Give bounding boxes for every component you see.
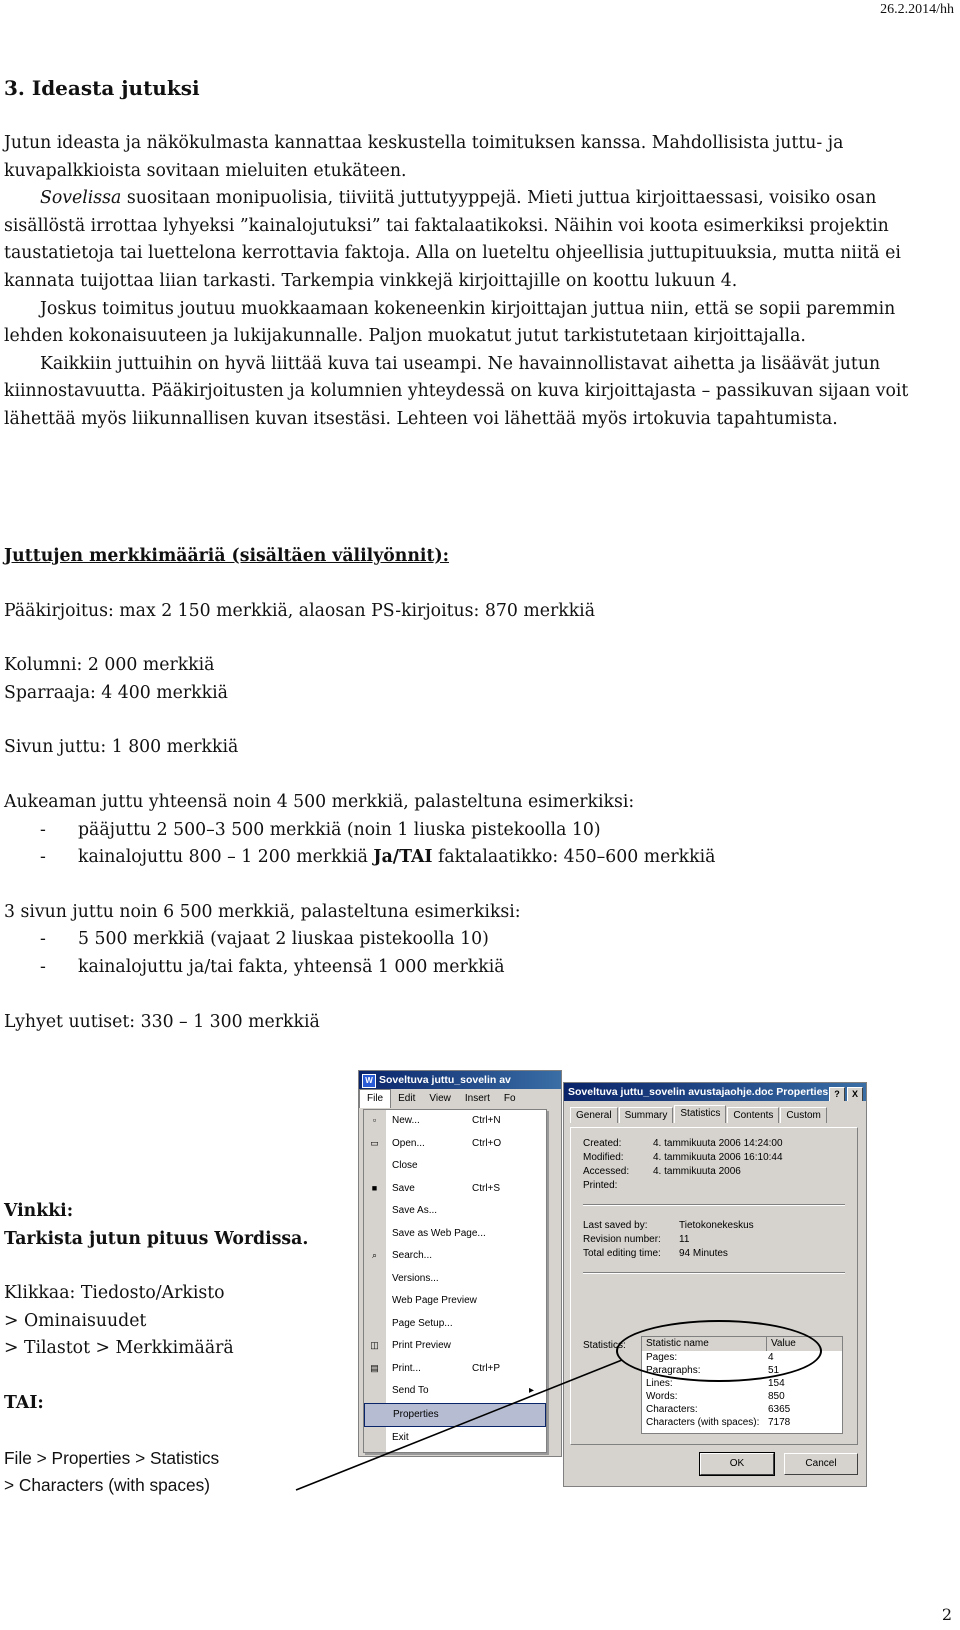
list-item-text: 5 500 merkkiä (vajaat 2 liuskaa pistekoolla 10) — [78, 929, 489, 950]
menu-item-label: Exit — [392, 1432, 409, 1443]
column-header[interactable]: Value — [771, 1338, 796, 1349]
last-saved-label: Last saved by: — [583, 1220, 648, 1231]
help-icon[interactable]: ? — [829, 1087, 845, 1101]
menu-item-label: Print... — [392, 1362, 421, 1374]
paragraph-images: Kaikkiin juttuihin on hyvä liittää kuva tai useampi. Ne havainnollistavat aihetta ja lisäävät jutun kiinnostavuutta. Pääkirjoitusten ja kolumnien yhteydessä on kuva kirjoittajasta – passikuvan sijaan voit lähettää myös liikunnallisen kuvan itsestäsi. Lehteen voi lähettää myös irtokuvia tapahtumista. — [4, 353, 909, 429]
tip-line: File > Properties > Statistics — [4, 1447, 220, 1468]
cancel-button[interactable]: Cancel — [784, 1453, 858, 1475]
statistic-value: 51 — [768, 1365, 780, 1376]
menu-item-label: Search... — [392, 1250, 433, 1261]
menu-format[interactable]: Fo — [503, 1093, 516, 1104]
modified-value: 4. tammikuuta 2006 16:10:44 — [653, 1152, 783, 1163]
revision-label: Revision number: — [583, 1234, 661, 1245]
list-item-text: pääjuttu 2 500–3 500 merkkiä (noin 1 liuska pistekoolla 10) — [78, 819, 601, 840]
statistic-value: 4 — [768, 1352, 774, 1363]
tab-custom[interactable]: Custom — [780, 1107, 826, 1123]
menu-file[interactable]: File — [359, 1089, 391, 1108]
revision-value: 11 — [679, 1234, 690, 1245]
search-icon: ⌕ — [371, 1250, 378, 1260]
statistic-value: 7178 — [768, 1417, 791, 1428]
last-saved-value: Tietokonekeskus — [679, 1220, 754, 1231]
menu-edit[interactable]: Edit — [398, 1093, 416, 1104]
editing-time-value: 94 Minutes — [679, 1248, 728, 1259]
statistic-value: 6365 — [768, 1404, 791, 1415]
submenu-arrow-icon: ▸ — [529, 1385, 535, 1396]
column-length: Kolumni: 2 000 merkkiä — [4, 655, 215, 676]
word-window-title: Soveltuva juttu_sovelin av — [379, 1074, 511, 1086]
menu-item-shortcut: Ctrl+P — [472, 1362, 501, 1374]
list-dash: - — [40, 847, 46, 868]
three-page-intro: 3 sivun juttu noin 6 500 merkkiä, palasteltuna esimerkiksi: — [4, 901, 521, 922]
short-news-length: Lyhyet uutiset: 330 – 1 300 merkkiä — [4, 1011, 320, 1032]
tab-general[interactable]: General — [570, 1107, 618, 1123]
tip-subheading: Tarkista jutun pituus Wordissa. — [4, 1228, 309, 1249]
menu-item-label: Save as Web Page... — [392, 1227, 486, 1239]
menu-item-label: Save As... — [392, 1205, 438, 1216]
statistic-value: 154 — [768, 1378, 785, 1389]
list-dash: - — [40, 819, 46, 840]
sparring-length: Sparraaja: 4 400 merkkiä — [4, 682, 228, 703]
menu-view[interactable]: View — [429, 1093, 451, 1104]
page-number: 2 — [941, 1605, 952, 1624]
menu-item-label: Send To — [392, 1385, 429, 1396]
tab-statistics[interactable]: Statistics — [674, 1105, 726, 1123]
statistics-label: Statistics: — [583, 1340, 626, 1351]
statistic-name: Paragraphs: — [646, 1365, 701, 1376]
sovelissa-word: Sovelissa — [40, 188, 122, 209]
ok-button[interactable]: OK — [700, 1453, 774, 1475]
statistic-value: 850 — [768, 1391, 785, 1402]
list-item-text: kainalojuttu ja/tai fakta, yhteensä 1 000 merkkiä — [78, 956, 505, 977]
tab-contents[interactable]: Contents — [727, 1107, 779, 1123]
menu-item-label: Page Setup... — [392, 1317, 453, 1329]
paragraph-discussion: Jutun ideasta ja näkökulmasta kannattaa keskustella toimituksen kanssa. Mahdollisista juttu- ja kuvapalkkioista sovitaan mieluiten etukäteen. — [4, 133, 844, 181]
new-document-icon: ▫ — [372, 1115, 377, 1125]
menu-item-label: Open... — [392, 1137, 425, 1149]
open-folder-icon: ▭ — [370, 1137, 379, 1148]
menu-item-shortcut: Ctrl+N — [472, 1115, 501, 1126]
printer-icon: ▤ — [370, 1362, 379, 1373]
list-item-text: faktalaatikko: 450–600 merkkiä — [432, 847, 716, 868]
tip-line: > Ominaisuudet — [4, 1310, 147, 1331]
editorial-length: Pääkirjoitus: max 2 150 merkkiä, alaosan PS-kirjoitus: 870 merkkiä — [4, 600, 595, 621]
word-app-icon: W — [362, 1074, 376, 1088]
printed-label: Printed: — [583, 1180, 618, 1191]
editing-time-label: Total editing time: — [583, 1248, 661, 1259]
section-title: 3. Ideasta jutuksi — [4, 76, 200, 100]
list-item-text: kainalojuttu 800 – 1 200 merkkiä — [78, 847, 374, 868]
save-disk-icon: ■ — [371, 1182, 378, 1193]
statistic-name: Characters (with spaces): — [646, 1417, 760, 1428]
menu-item-label: Close — [392, 1160, 418, 1171]
close-icon[interactable]: X — [847, 1087, 863, 1101]
menu-insert[interactable]: Insert — [464, 1093, 490, 1104]
menu-item-label: Save — [392, 1182, 415, 1194]
modified-label: Modified: — [583, 1152, 624, 1163]
statistic-name: Pages: — [646, 1352, 678, 1363]
menu-item-label: Properties — [393, 1408, 439, 1420]
lengths-heading: Juttujen merkkimääriä (sisältäen välilyönnit): — [4, 546, 450, 566]
created-label: Created: — [583, 1138, 622, 1149]
accessed-value: 4. tammikuuta 2006 — [653, 1166, 741, 1177]
print-preview-icon: ◫ — [370, 1340, 379, 1350]
menu-item-label: Web Page Preview — [392, 1295, 477, 1306]
statistic-name: Lines: — [646, 1378, 673, 1389]
tip-heading: Vinkki: — [4, 1201, 74, 1221]
statistic-name: Words: — [646, 1391, 678, 1402]
accessed-label: Accessed: — [583, 1166, 630, 1177]
paragraph-story-types-text: suositaan monipuolisia, tiiviitä juttutyyppejä. Mieti juttua kirjoittaessasi, voisiko osan sisällöstä irrottaa lyhyeksi ”kainalojutuksi” tai faktalaatikoksi. Näihin voi koota esimerkiksi projektin taustatietoja tai luettelona kerrottavia faktoja. Alla on lueteltu ohjeellisia juttupituuksia, mutta niitä ei kannata tuijottaa liian tarkasti. Tarkempia vinkkejä kirjoittajille on koottu lukuun 4. — [4, 188, 901, 291]
statistic-name: Characters: — [646, 1404, 698, 1415]
page-story-length: Sivun juttu: 1 800 merkkiä — [4, 737, 239, 758]
paragraph-editing: Joskus toimitus joutuu muokkaamaan kokeneenkin kirjoittajan juttua niin, että se sopii paremmin lehden kokonaisuuteen ja lukijakunnalle. Paljon muokatut jutut tarkistutetaan kirjoittajalla. — [4, 298, 896, 347]
properties-window-title: Soveltuva juttu_sovelin avustajaohje.doc Properties — [568, 1086, 829, 1098]
spread-intro: Aukeaman juttu yhteensä noin 4 500 merkkiä, palasteltuna esimerkiksi: — [4, 791, 635, 812]
created-value: 4. tammikuuta 2006 14:24:00 — [653, 1138, 783, 1149]
tip-or: TAI: — [4, 1392, 44, 1413]
list-dash: - — [40, 956, 46, 977]
tip-line: Klikkaa: Tiedosto/Arkisto — [4, 1283, 225, 1304]
menu-item-label: New... — [392, 1115, 420, 1126]
tip-line: > Tilastot > Merkkimäärä — [4, 1338, 234, 1359]
tip-line: > Characters (with spaces) — [4, 1475, 211, 1496]
page-date: 26.2.2014/hh — [880, 2, 954, 17]
menu-item-shortcut: Ctrl+O — [472, 1137, 502, 1149]
column-header[interactable]: Statistic name — [642, 1337, 767, 1351]
tab-summary[interactable]: Summary — [619, 1107, 674, 1123]
menu-item-label: Versions... — [392, 1272, 439, 1284]
menu-item-label: Print Preview — [392, 1340, 451, 1351]
menu-item-shortcut: Ctrl+S — [472, 1182, 501, 1194]
list-item-bold: Ja/TAI — [373, 847, 433, 868]
list-dash: - — [40, 929, 46, 950]
